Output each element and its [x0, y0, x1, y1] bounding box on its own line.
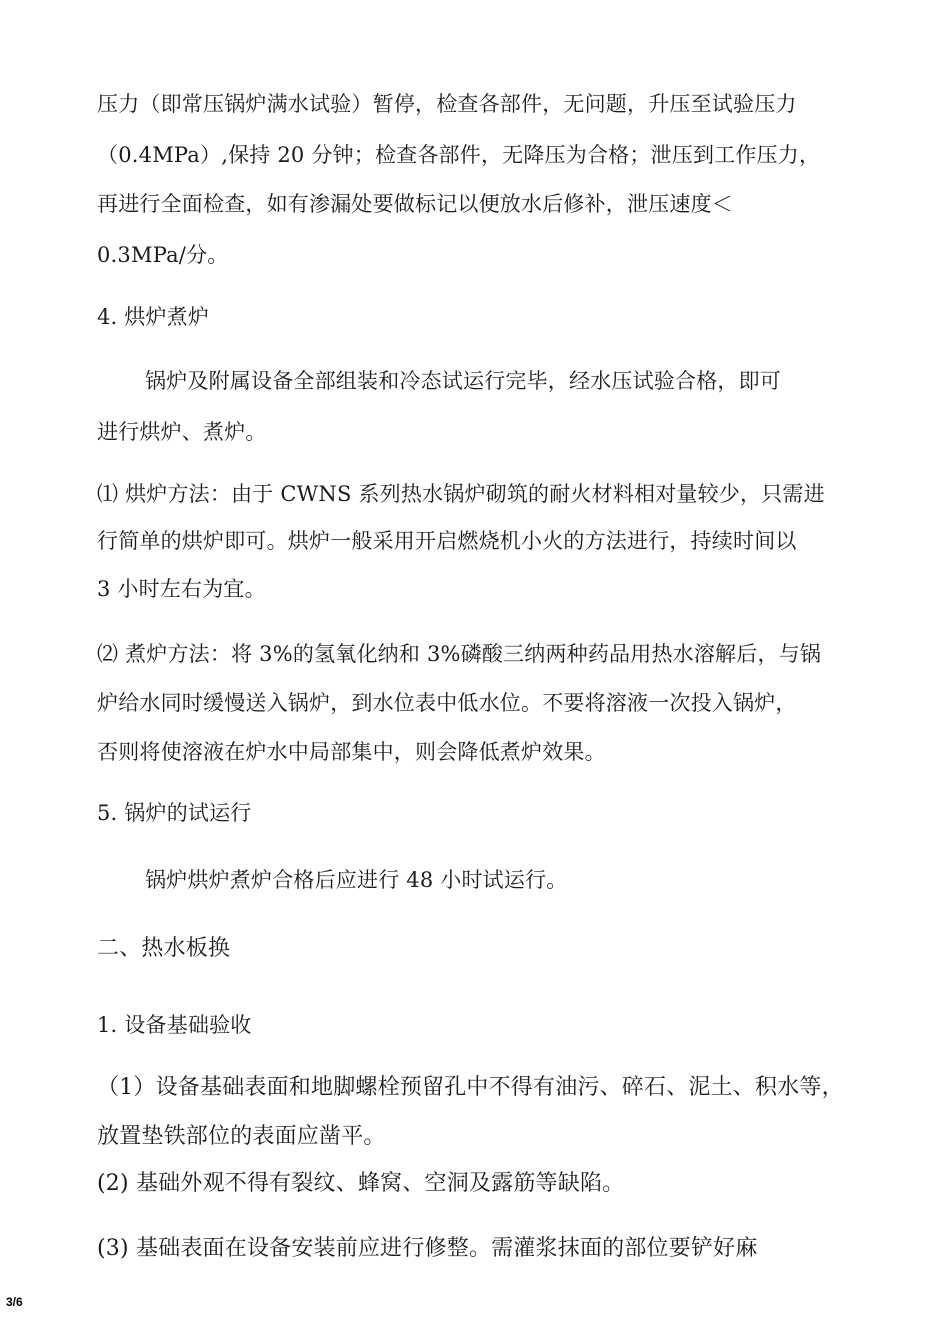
- list-item-line: ⑴ 烘炉方法：由于 CWNS 系列热水锅炉砌筑的耐火材料相对量较少，只需进: [97, 482, 825, 506]
- paragraph-line: (3) 基础表面在设备安装前应进行修整。需灌浆抹面的部位要铲好麻: [97, 1236, 758, 1261]
- subsection-heading: 1. 设备基础验收: [97, 1013, 252, 1037]
- paragraph-line: 压力（即常压锅炉满水试验）暂停，检查各部件，无问题，升压至试验压力: [97, 92, 797, 116]
- paragraph-line: （1）设备基础表面和地脚螺栓预留孔中不得有油污、碎石、泥土、积水等，: [97, 1075, 844, 1100]
- paragraph-line: 锅炉烘炉煮炉合格后应进行 48 小时试运行。: [145, 868, 568, 892]
- paragraph-line: 进行烘炉、煮炉。: [97, 420, 267, 444]
- paragraph-line: 0.3MPa/分。: [97, 243, 229, 267]
- section-heading: 5. 锅炉的试运行: [97, 801, 252, 825]
- chapter-heading: 二、热水板换: [97, 936, 231, 961]
- list-item-line: 3 小时左右为宜。: [97, 577, 266, 601]
- paragraph-line: 锅炉及附属设备全部组装和冷态试运行完毕，经水压试验合格，即可: [145, 369, 781, 393]
- paragraph-line: (2) 基础外观不得有裂纹、蜂窝、空洞及露筋等缺陷。: [97, 1171, 625, 1196]
- paragraph-line: 放置垫铁部位的表面应凿平。: [97, 1124, 386, 1149]
- list-item-line: ⑵ 煮炉方法：将 3%的氢氧化纳和 3%磷酸三纳两种药品用热水溶解后，与锅: [97, 642, 822, 666]
- list-item-line: 否则将使溶液在炉水中局部集中，则会降低煮炉效果。: [97, 740, 606, 764]
- list-item-line: 炉给水同时缓慢送入锅炉，到水位表中低水位。不要将溶液一次投入锅炉，: [97, 691, 797, 715]
- list-item-line: 行简单的烘炉即可。烘炉一般采用开启燃烧机小火的方法进行，持续时间以: [97, 529, 797, 553]
- paragraph-line: 再进行全面检查，如有渗漏处要做标记以便放水后修补，泄压速度＜: [97, 192, 733, 216]
- section-heading: 4. 烘炉煮炉: [97, 305, 210, 329]
- page-number: 3/6: [6, 1295, 23, 1309]
- paragraph-line: （0.4MPa）,保持 20 分钟；检查各部件，无降压为合格；泄压到工作压力，: [97, 143, 821, 167]
